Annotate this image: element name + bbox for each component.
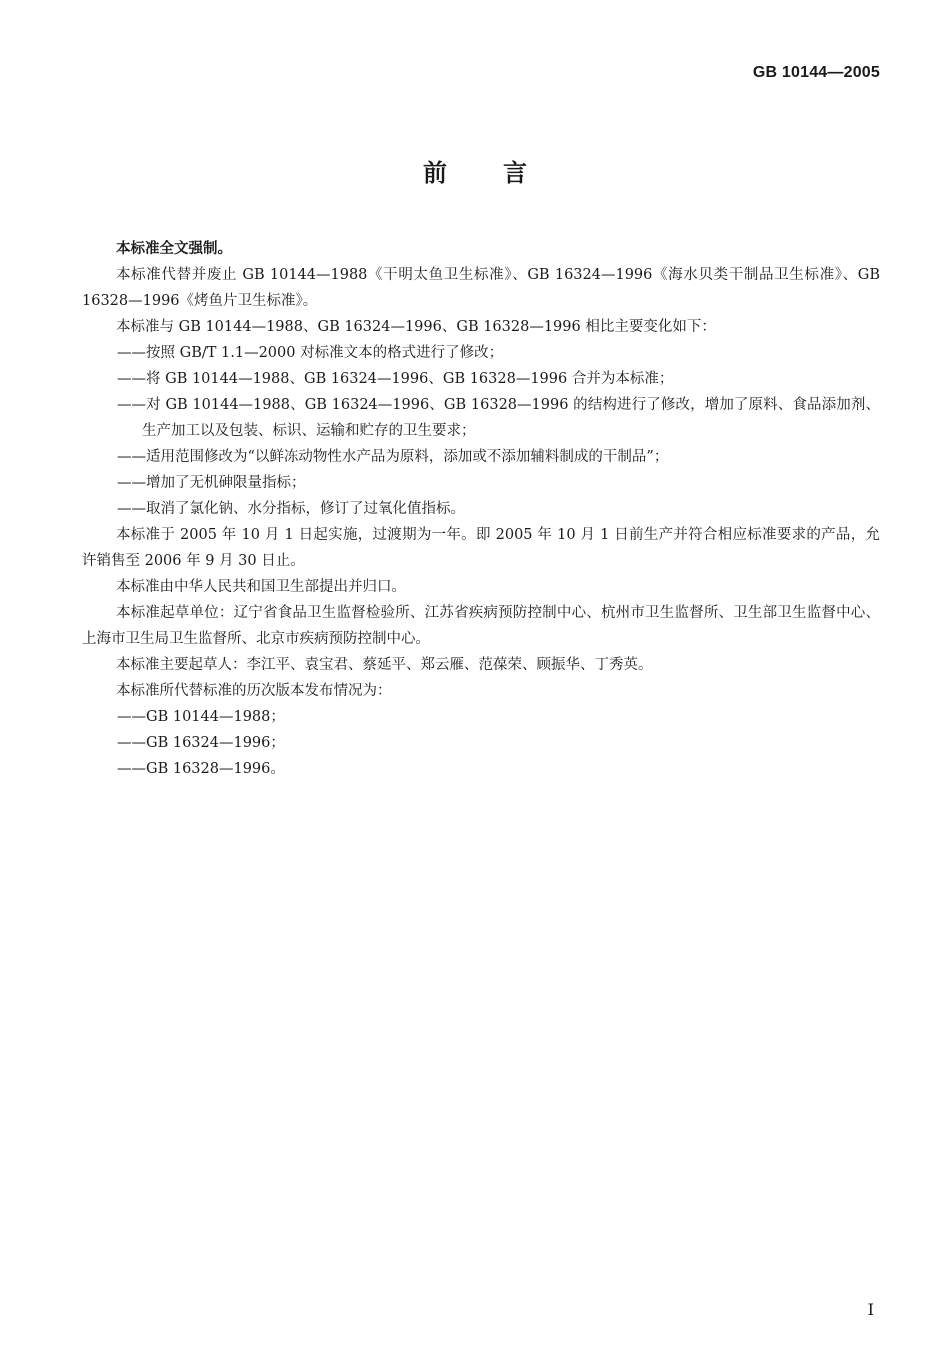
- changes-intro: 本标准与 GB 10144—1988、GB 16324—1996、GB 16328—1996 相比主要变化如下：: [116, 319, 716, 335]
- history-item: ——GB 16324—1996；: [117, 735, 285, 751]
- replacement-paragraph: 本标准代替并废止 GB 10144—1988《干明太鱼卫生标准》、GB 16324—1996《海水贝类干制品卫生标准》、GB 16328—1996《烤鱼片卫生标准》。: [82, 267, 880, 309]
- foreword-body: [82, 236, 880, 782]
- history-item: ——GB 10144—1988；: [117, 709, 285, 725]
- drafters-paragraph: 本标准主要起草人：李江平、袁宝君、蔡延平、郑云雁、范葆荣、顾振华、丁秀英。: [116, 657, 653, 673]
- change-item: ——对 GB 10144—1988、GB 16324—1996、GB 16328—1996 的结构进行了修改，增加了原料、食品添加剂、生产加工以及包装、标识、运输和贮存的卫生要求；: [117, 397, 880, 439]
- proposer-paragraph: 本标准由中华人民共和国卫生部提出并归口。: [116, 579, 406, 595]
- page-number: I: [867, 1300, 874, 1319]
- change-item: ——将 GB 10144—1988、GB 16324—1996、GB 16328—1996 合并为本标准；: [117, 371, 674, 387]
- mandatory-statement: 本标准全文强制。: [116, 241, 232, 257]
- history-intro: 本标准所代替标准的历次版本发布情况为：: [116, 683, 392, 699]
- history-item: ——GB 16328—1996。: [117, 761, 285, 777]
- effective-date-paragraph: 本标准于 2005 年 10 月 1 日起实施，过渡期为一年。即 2005 年 10 月 1 日前生产并符合相应标准要求的产品，允许销售至 2006 年 9 月 30 日止。: [82, 527, 880, 569]
- drafting-units-paragraph: 本标准起草单位：辽宁省食品卫生监督检验所、江苏省疾病预防控制中心、杭州市卫生监督所、卫生部卫生监督中心、上海市卫生局卫生监督所、北京市疾病预防控制中心。: [82, 605, 880, 647]
- change-item: ——增加了无机砷限量指标；: [117, 475, 306, 491]
- standard-code: GB 10144—2005: [752, 64, 880, 81]
- page-title: 前言: [423, 159, 583, 187]
- change-item: ——适用范围修改为“以鲜冻动物性水产品为原料，添加或不添加辅料制成的干制品”；: [117, 449, 669, 465]
- change-item: ——取消了氯化钠、水分指标，修订了过氧化值指标。: [117, 501, 465, 517]
- change-item: ——按照 GB/T 1.1—2000 对标准文本的格式进行了修改；: [117, 345, 504, 361]
